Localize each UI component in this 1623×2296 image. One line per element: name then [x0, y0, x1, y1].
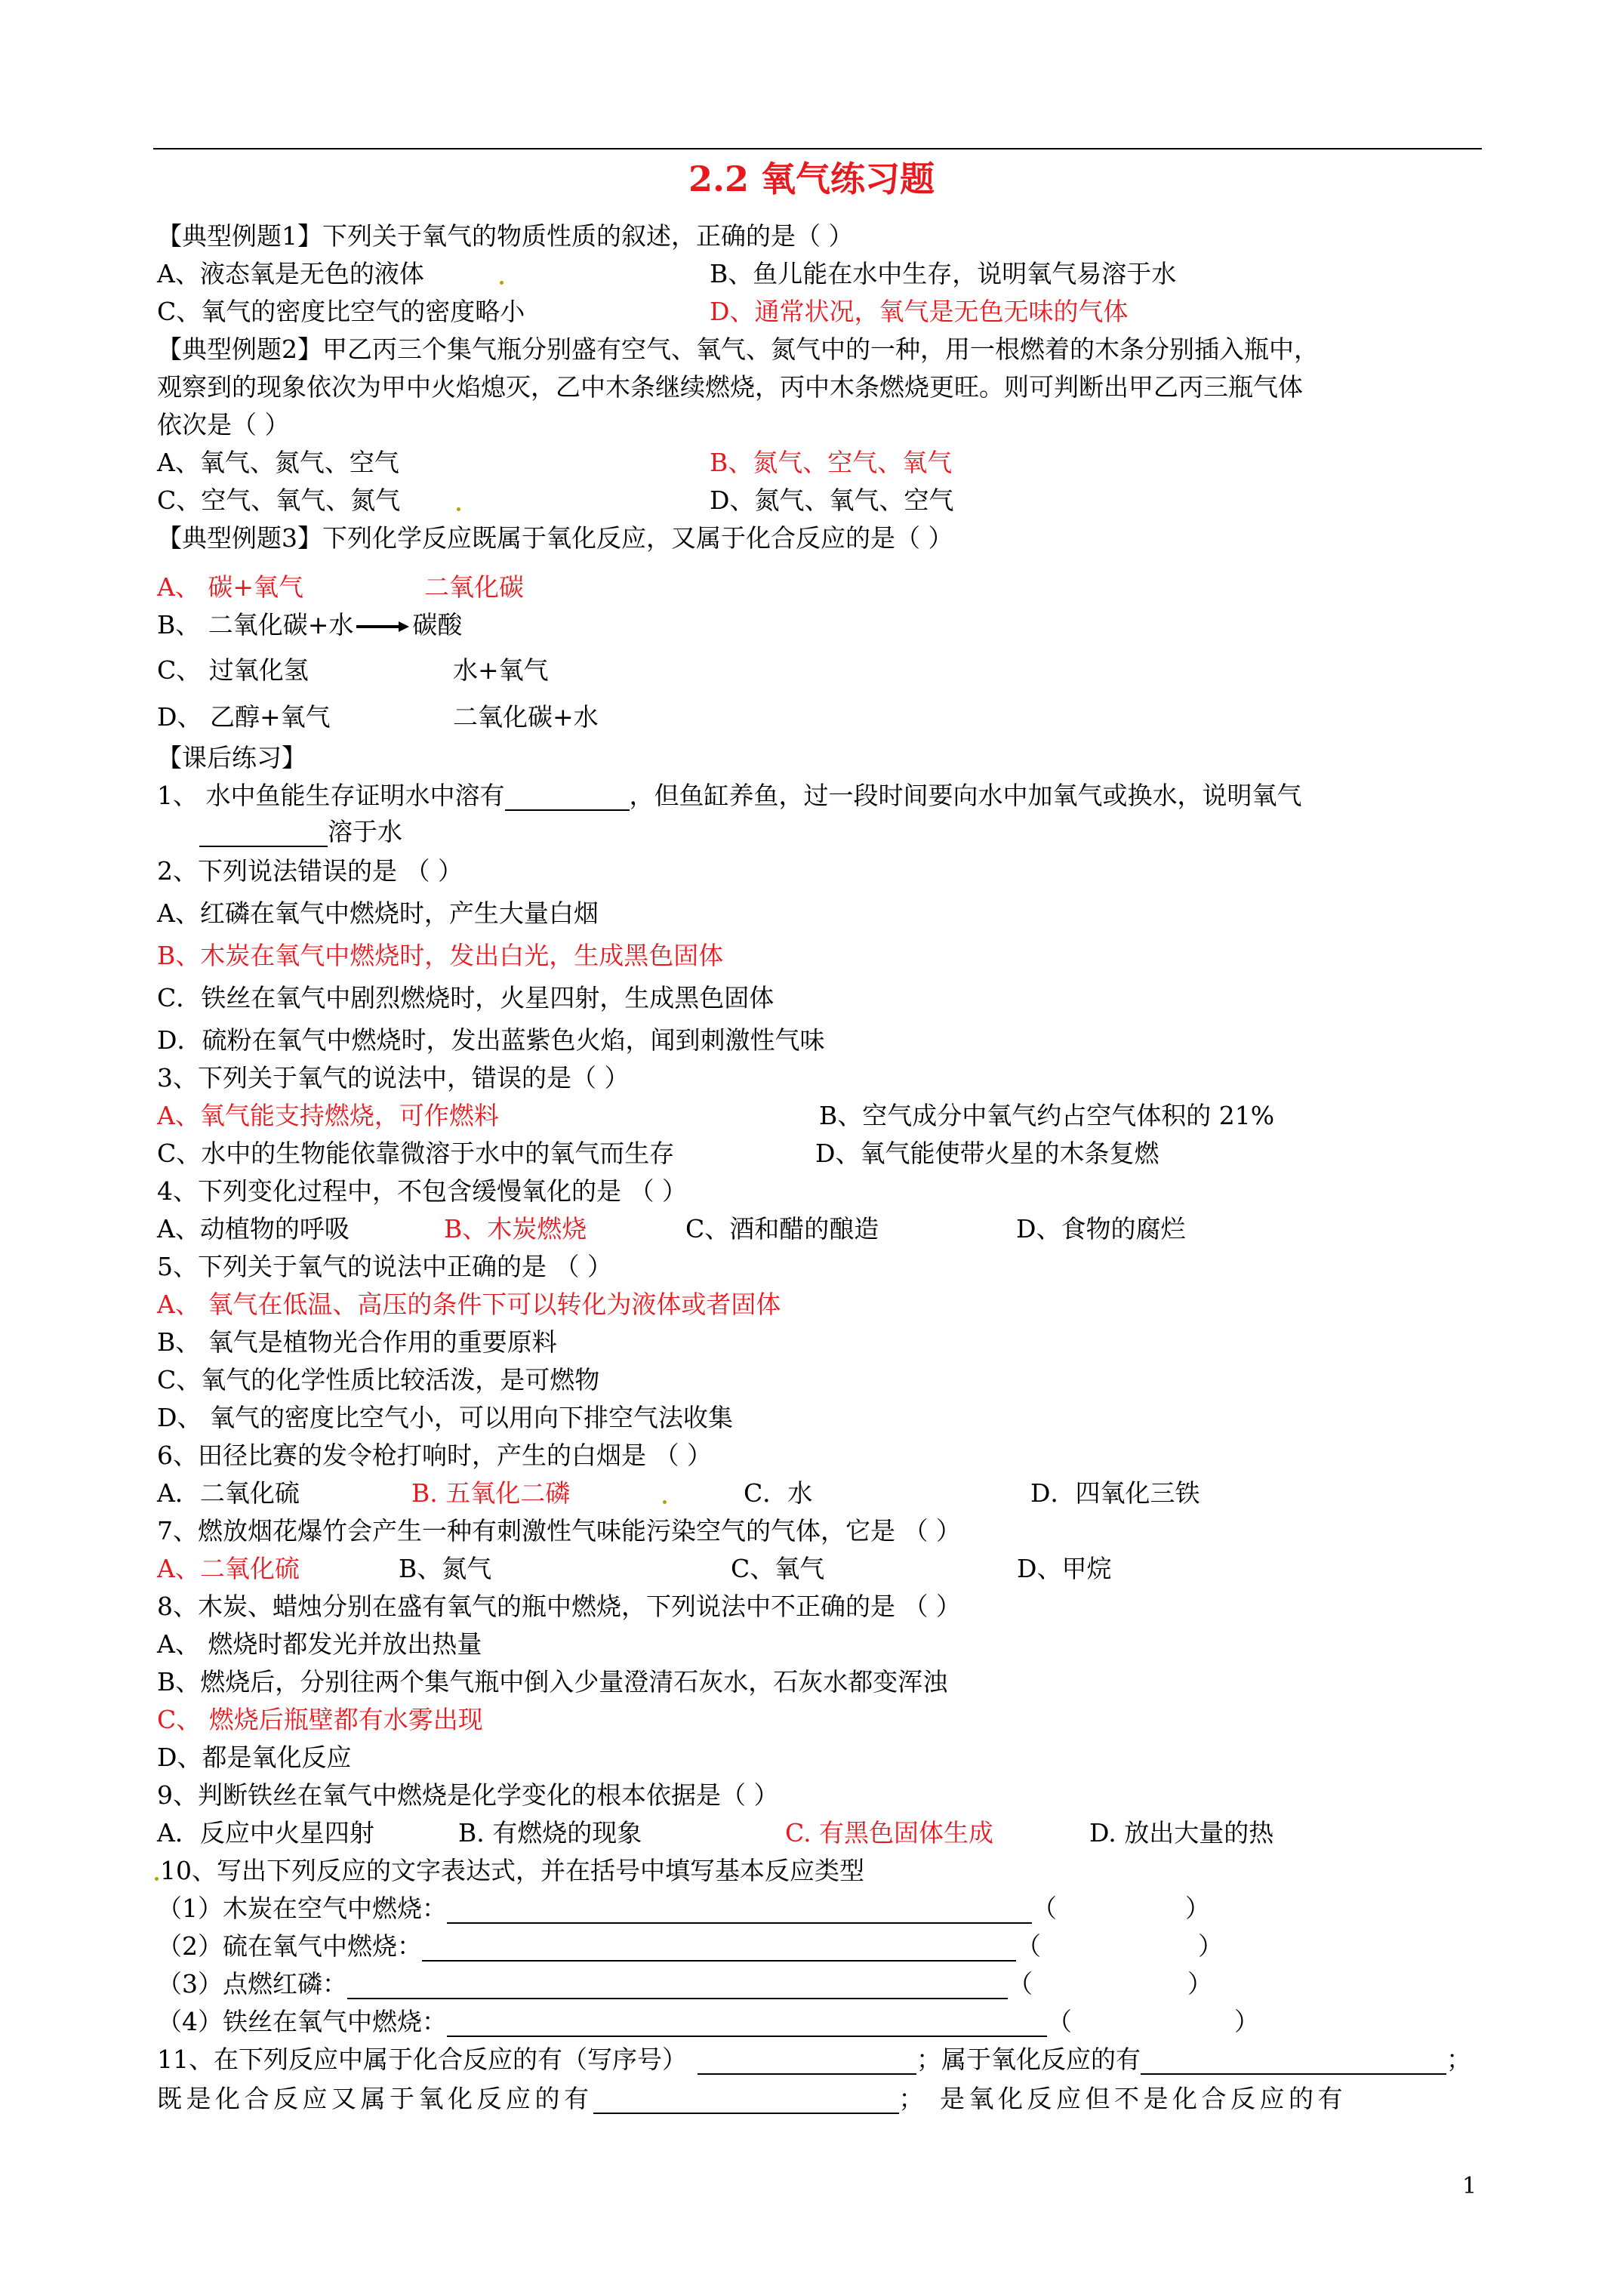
- q11-text-part1: 11、在下列反应中属于化合反应的有（写序号）: [157, 2045, 687, 2074]
- stray-dot: [500, 281, 504, 285]
- q3-stem: 3、下列关于氧气的说法中，错误的是（ ）: [157, 1063, 630, 1093]
- example3-option-c-left: C、 过氧化氢: [157, 655, 309, 685]
- q10-item4: [157, 2007, 1258, 2037]
- paren-open: （: [1008, 1969, 1033, 1999]
- q3-option-a-answer: A、氧气能支持燃烧，可作燃料: [157, 1101, 499, 1130]
- q10-item1-blank[interactable]: [447, 1900, 1032, 1924]
- q10-item2-type[interactable]: [1016, 1931, 1223, 1962]
- q10-item1: [157, 1894, 1210, 1924]
- q9-option-b: B. 有燃烧的现象: [458, 1818, 642, 1848]
- q6-option-d: D．四氧化三铁: [1030, 1478, 1200, 1508]
- q4-option-d: D、食物的腐烂: [1016, 1214, 1186, 1244]
- example1-option-a: A、液态氧是无色的液体: [157, 259, 424, 288]
- q3-option-d: D、氧气能使带火星的木条复燃: [815, 1139, 1160, 1168]
- q11-line2: [157, 2084, 1347, 2114]
- q3-option-c: C、水中的生物能依靠微溶于水中的氧气而生存: [157, 1139, 675, 1168]
- paren-close: ）: [1187, 1969, 1212, 1999]
- q7-option-c: C、氧气: [731, 1554, 825, 1583]
- example3-option-b: [157, 610, 462, 640]
- q1-blank-2[interactable]: [199, 823, 328, 847]
- example3-option-a-left: A、 碳+氧气: [157, 572, 303, 602]
- example1-option-d-answer: D、通常状况，氧气是无色无味的气体: [710, 297, 1129, 326]
- q2-option-d: D．硫粉在氧气中燃烧时，发出蓝紫色火焰，闻到刺激性气味: [157, 1025, 825, 1055]
- page-number: 1: [1462, 2173, 1477, 2199]
- q1-line2: [199, 817, 402, 847]
- q11-blank-both[interactable]: [593, 2090, 899, 2114]
- stray-dot: [663, 1500, 667, 1504]
- example2-stem-line3: 依次是（ ）: [157, 410, 290, 439]
- q7-stem: 7、燃放烟花爆竹会产生一种有刺激性气味能污染空气的气体，它是 （ ）: [157, 1516, 961, 1546]
- paren-close: ）: [1234, 2007, 1259, 2036]
- q5-option-c: C、氧气的化学性质比较活泼，是可燃物: [157, 1365, 600, 1395]
- q4-option-a: A、动植物的呼吸: [157, 1214, 350, 1244]
- example2-option-b-answer: B、氮气、空气、氧气: [710, 448, 953, 477]
- q10-item1-type[interactable]: [1032, 1894, 1210, 1924]
- q11-blank-combination[interactable]: [698, 2051, 916, 2075]
- q9-option-d: D. 放出大量的热: [1089, 1818, 1274, 1848]
- q6-option-a: A．二氧化硫: [157, 1478, 300, 1508]
- q4-stem: 4、下列变化过程中，不包含缓慢氧化的是 （ ）: [157, 1176, 687, 1206]
- q11-text-line2-part2: ； 是氧化反应但不是化合反应的有: [898, 2084, 1347, 2113]
- q7-option-b: B、氮气: [399, 1554, 492, 1583]
- q8-option-a: A、 燃烧时都发光并放出热量: [157, 1629, 482, 1659]
- q8-option-d: D、都是氧化反应: [157, 1743, 352, 1772]
- example3-option-a-right: 二氧化碳: [424, 572, 524, 602]
- example2-stem-line1: 【典型例题2】甲乙丙三个集气瓶分别盛有空气、氧气、氮气中的一种，用一根燃着的木条分别插入瓶中，: [157, 334, 1319, 364]
- q2-stem: 2、下列说法错误的是 （ ）: [157, 856, 463, 886]
- q10-item2-blank[interactable]: [422, 1937, 1016, 1962]
- paren-open: （: [1032, 1894, 1057, 1923]
- q2-option-a: A、红磷在氧气中燃烧时，产生大量白烟: [157, 898, 599, 928]
- q1-blank-1[interactable]: [505, 787, 630, 811]
- example3-option-b-left: B、 二氧化碳+水: [157, 610, 354, 639]
- q10-item2: [157, 1931, 1223, 1962]
- q11-text-part3: ；: [1446, 2045, 1471, 2074]
- example1-option-c: C、氧气的密度比空气的密度略小: [157, 297, 525, 326]
- q8-option-c-answer: C、 燃烧后瓶壁都有水雾出现: [157, 1705, 483, 1734]
- q10-item1-label: （1）木炭在空气中燃烧：: [157, 1894, 447, 1923]
- q9-option-c-answer: C. 有黑色固体生成: [785, 1818, 994, 1848]
- example3-option-c-right: 水+氧气: [453, 655, 549, 685]
- q7-option-d: D、甲烷: [1017, 1554, 1112, 1583]
- example3-option-d-left: D、 乙醇+氧气: [157, 702, 331, 732]
- q10-item3: [157, 1969, 1212, 1999]
- q10-item3-blank[interactable]: [347, 1975, 1008, 1999]
- q10-item3-type[interactable]: [1008, 1969, 1212, 1999]
- example1-stem: 【典型例题1】下列关于氧气的物质性质的叙述，正确的是（ ）: [157, 221, 854, 251]
- q10-item4-type[interactable]: [1047, 2007, 1258, 2037]
- example3-stem: 【典型例题3】下列化学反应既属于氧化反应，又属于化合反应的是（ ）: [157, 523, 953, 553]
- q1-text-part3: 溶于水: [328, 817, 402, 846]
- q11-text-part2: ；属于氧化反应的有: [916, 2045, 1141, 2074]
- q6-stem: 6、田径比赛的发令枪打响时，产生的白烟是 （ ）: [157, 1441, 712, 1470]
- q10-item4-blank[interactable]: [447, 2013, 1047, 2037]
- paren-close: ）: [1185, 1894, 1210, 1923]
- example3-option-b-right: 碳酸: [412, 610, 463, 639]
- q2-option-c: C．铁丝在氧气中剧烈燃烧时，火星四射，生成黑色固体: [157, 983, 775, 1012]
- header-rule: [153, 148, 1482, 149]
- q8-option-b: B、燃烧后，分别往两个集气瓶中倒入少量澄清石灰水，石灰水都变浑浊: [157, 1667, 948, 1697]
- example3-option-d-right: 二氧化碳+水: [453, 702, 599, 732]
- q7-option-a-answer: A、二氧化硫: [157, 1554, 300, 1583]
- q4-option-c: C、酒和醋的酿造: [685, 1214, 879, 1244]
- q10-item3-label: （3）点燃红磷：: [157, 1969, 347, 1999]
- q1-text-part2: ，但鱼缸养鱼，过一段时间要向水中加氧气或换水，说明氧气: [629, 781, 1302, 810]
- example1-option-b: B、鱼儿能在水中生存，说明氧气易溶于水: [710, 259, 1177, 288]
- q10-stem: 10、写出下列反应的文字表达式，并在括号中填写基本反应类型: [160, 1856, 864, 1885]
- paren-close: ）: [1198, 1931, 1223, 1961]
- q11-blank-oxidation[interactable]: [1141, 2051, 1446, 2075]
- q11-text-line2-part1: 既是化合反应又属于氧化反应的有: [157, 2084, 593, 2113]
- page-title: 2.2 氧气练习题: [688, 159, 935, 199]
- paren-open: （: [1016, 1931, 1041, 1961]
- example2-option-c: C、空气、氧气、氮气: [157, 485, 401, 515]
- q10-item4-label: （4）铁丝在氧气中燃烧：: [157, 2007, 447, 2036]
- q5-option-d: D、 氧气的密度比空气小，可以用向下排空气法收集: [157, 1403, 733, 1432]
- example2-option-d: D、氮气、氧气、空气: [710, 485, 954, 515]
- q6-option-c: C．水: [744, 1478, 813, 1508]
- reaction-arrow-icon: [356, 621, 409, 632]
- q6-option-b-answer: B. 五氧化二磷: [411, 1478, 571, 1508]
- q8-stem: 8、木炭、蜡烛分别在盛有氧气的瓶中燃烧，下列说法中不正确的是 （ ）: [157, 1592, 961, 1621]
- example2-option-a: A、氧气、氮气、空气: [157, 448, 399, 477]
- q2-option-b-answer: B、木炭在氧气中燃烧时，发出白光，生成黑色固体: [157, 941, 724, 970]
- paren-open: （: [1047, 2007, 1072, 2036]
- q1-text-part1: 1、 水中鱼能生存证明水中溶有: [157, 781, 505, 810]
- q9-option-a: A．反应中火星四射: [157, 1818, 374, 1848]
- q9-stem: 9、判断铁丝在氧气中燃烧是化学变化的根本依据是（ ）: [157, 1780, 779, 1810]
- q5-option-a-answer: A、 氧气在低温、高压的条件下可以转化为液体或者固体: [157, 1290, 781, 1319]
- q1-line1: [157, 781, 1302, 811]
- stray-dot: [155, 1877, 159, 1881]
- q11-line1: [157, 2045, 1471, 2075]
- q10-item2-label: （2）硫在氧气中燃烧：: [157, 1931, 422, 1961]
- stray-dot: [457, 507, 460, 511]
- q5-stem: 5、下列关于氧气的说法中正确的是 （ ）: [157, 1252, 612, 1281]
- example2-stem-line2: 观察到的现象依次为甲中火焰熄灭，乙中木条继续燃烧，丙中木条燃烧更旺。则可判断出甲乙丙三瓶气体: [157, 372, 1303, 402]
- q4-option-b-answer: B、木炭燃烧: [444, 1214, 587, 1244]
- q3-option-b: B、空气成分中氧气约占空气体积的 21%: [819, 1101, 1275, 1130]
- q5-option-b: B、 氧气是植物光合作用的重要原料: [157, 1327, 557, 1357]
- homework-header: 【课后练习】: [157, 743, 306, 772]
